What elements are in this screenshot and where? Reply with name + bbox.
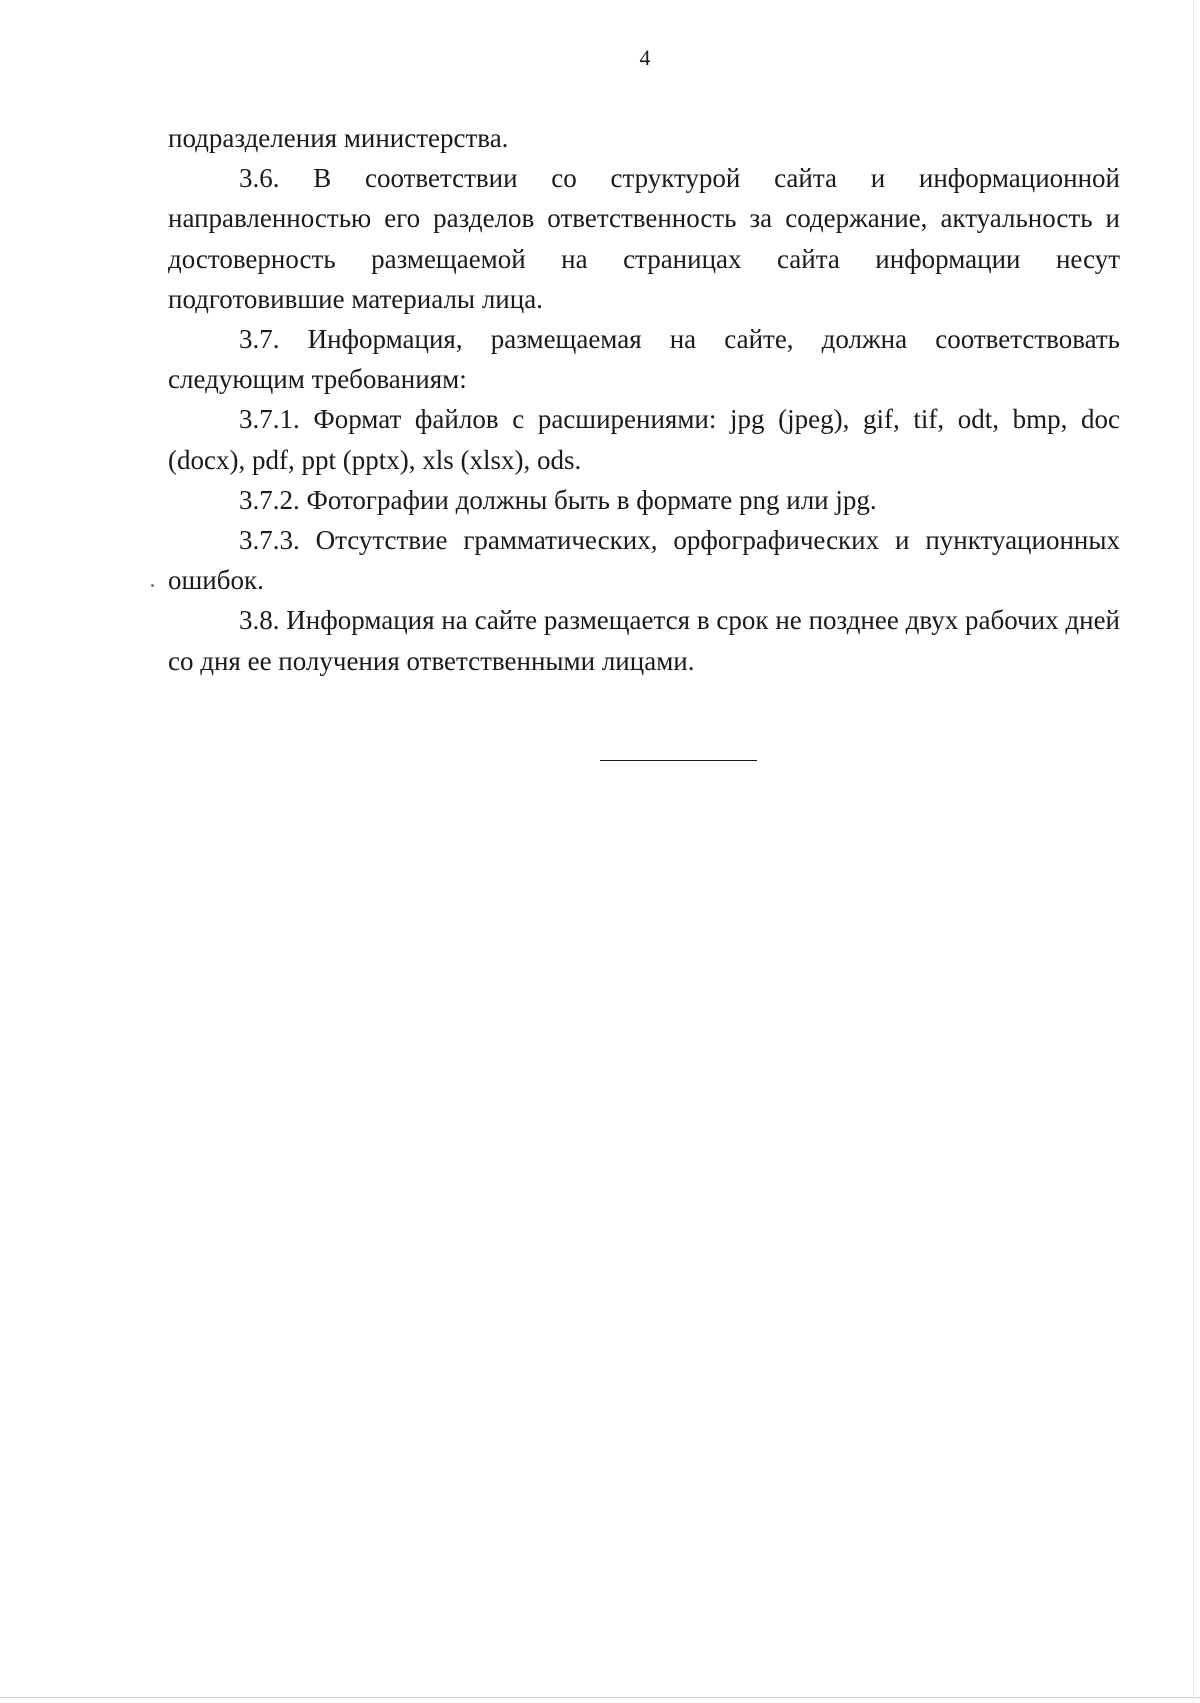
paragraph-3-7-1: 3.7.1. Формат файлов с расширениями: jpg (jpeg), gif, tif, odt, bmp, doc (docx), pdf, ppt (pptx), xls (xlsx), ods. xyxy=(168,404,1120,475)
paragraph-continuation: подразделения министерства. xyxy=(168,123,509,153)
paragraph-3-7-3: 3.7.3. Отсутствие грамматических, орфографических и пунктуационных ошибок. xyxy=(168,525,1120,596)
scan-edge-right xyxy=(1193,0,1194,1703)
paragraph-3-6: 3.6. В соответствии со структурой сайта и информационной направленностью его разделов ответственность за содержание, актуальность и достоверность размещаемой на страницах сайта информации несут подготовившие материалы лица. xyxy=(168,163,1120,314)
paragraph-3-7-2: 3.7.2. Фотографии должны быть в формате png или jpg. xyxy=(239,484,877,515)
end-separator-line xyxy=(600,760,757,761)
page-number: 4 xyxy=(639,45,651,70)
paragraph-3-8: 3.8. Информация на сайте размещается в срок не позднее двух рабочих дней со дня ее получения ответственными лицами. xyxy=(168,605,1120,676)
document-body xyxy=(168,118,1120,681)
scan-edge-bottom xyxy=(0,1697,1200,1698)
scan-artifact-dot xyxy=(151,584,154,587)
paragraph-3-7: 3.7. Информация, размещаемая на сайте, должна соответствовать следующим требованиям: xyxy=(168,324,1120,395)
